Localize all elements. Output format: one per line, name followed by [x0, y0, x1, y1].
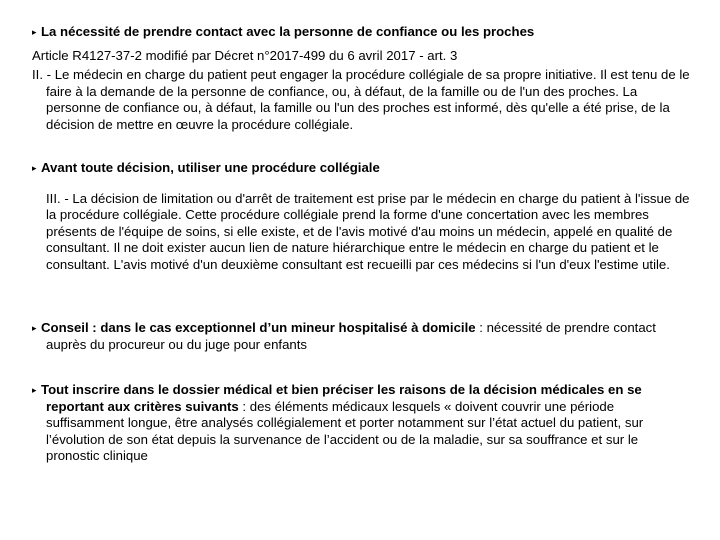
- triangle-bullet-icon: ▸: [32, 323, 37, 333]
- section-heading: [32, 24, 692, 41]
- heading-text: Tout inscrire dans le dossier médical et bien préciser les raisons de la décision médicales en se reportant aux critères suivants: [41, 382, 642, 414]
- heading-text: Conseil : dans le cas exceptionnel d’un mineur hospitalisé à domicile: [41, 320, 476, 335]
- section-paragraph: [32, 382, 692, 465]
- section-dossier-medical: [32, 382, 692, 465]
- section-conseil-mineur: [32, 320, 692, 353]
- article-paragraph: II. - Le médecin en charge du patient peut engager la procédure collégiale de sa propre initiative. Il est tenu de le faire à la demande de la personne de confiance, ou, à défaut, de la famille ou de l'un des proches. La personne de confiance ou, à défaut, la famille ou l'un des proches est informé, dès qu'elle a été prise, de la décision de mettre en œuvre la procédure collégiale.: [32, 67, 690, 132]
- article-reference: Article R4127-37-2 modifié par Décret n°2017-499 du 6 avril 2017 - art. 3: [32, 47, 458, 63]
- section-heading: [32, 160, 692, 177]
- heading-text: Avant toute décision, utiliser une procédure collégiale: [41, 160, 380, 175]
- triangle-bullet-icon: ▸: [32, 385, 37, 395]
- triangle-bullet-icon: ▸: [32, 27, 37, 37]
- heading-text: La nécessité de prendre contact avec la personne de confiance ou les proches: [41, 24, 535, 39]
- body-text: : nécessité de prendre contact auprès du procureur ou du juge pour enfants: [46, 320, 656, 352]
- section-procedure-collegiale: [32, 160, 692, 273]
- section-paragraph: [32, 320, 692, 353]
- article-paragraph: III. - La décision de limitation ou d'arrêt de traitement est prise par le médecin en charge du patient à l'issue de la procédure collégiale. Cette procédure collégiale prend la forme d'une concertation avec les membres présents de l'équipe de soins, si elle existe, et de l'avis motivé d'au moins un médecin, appelé en qualité de consultant. Il ne doit exister aucun lien de nature hiérarchique entre le médecin en charge du patient et le consultant. L'avis motivé d'un deuxième consultant est recueilli par ces médecins si l'un d'eux l'estime utile.: [46, 190, 690, 272]
- triangle-bullet-icon: ▸: [32, 163, 37, 173]
- section-contact-confiance: [32, 24, 692, 133]
- body-text: : des éléments médicaux lesquels « doivent couvrir une période suffisamment longue, être analysés collégialement et porter notamment sur l’état actuel du patient, sur l’évolution de son état depuis la survenance de l’accident ou de la maladie, sur sa souffrance et sur le pronostic clinique: [46, 398, 644, 463]
